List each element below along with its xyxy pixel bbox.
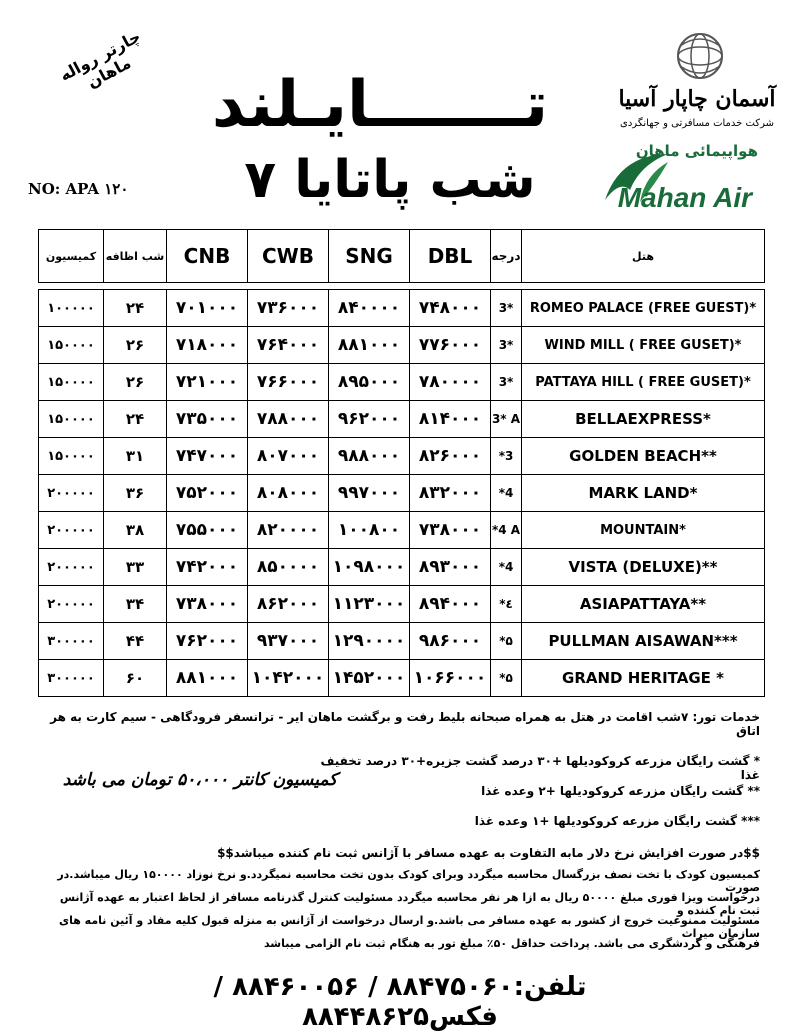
table-row <box>39 438 765 475</box>
extra-night-cell: ۳۳ <box>104 549 167 586</box>
sng-price: ۹۸۸۰۰۰ <box>329 438 410 475</box>
cnb-price: ۷۴۲۰۰۰ <box>167 549 248 586</box>
extra-night-cell: ۳۴ <box>104 586 167 623</box>
globe-icon <box>674 30 726 82</box>
dbl-price: ۸۱۴۰۰۰ <box>410 401 491 438</box>
header-extra-night: شب اظافه <box>104 230 167 283</box>
terms-line-1: کمیسیون کودک با تخت نصف بزرگسال محاسبه میگردد وبرای کودک بدون تخت محاسبه نمیگردد.و نرخ نوزاد ۱۵۰۰۰۰ ریال میباشد.در صورت <box>57 868 760 894</box>
dbl-price: ۸۳۲۰۰۰ <box>410 475 491 512</box>
extra-night-cell: ۲۶ <box>104 364 167 401</box>
commission-cell: ۱۰۰۰۰۰ <box>39 290 104 327</box>
commission-cell: ۱۵۰۰۰۰ <box>39 364 104 401</box>
header-dbl: DBL <box>410 230 491 283</box>
agency-name: آسمان چاپار آسیا <box>618 86 776 112</box>
hotel-name: MOUNTAIN* <box>522 512 765 549</box>
hotel-name: MARK LAND* <box>522 475 765 512</box>
table-row <box>39 549 765 586</box>
dbl-price: ۷۴۸۰۰۰ <box>410 290 491 327</box>
page-title: تـــــــایـلند <box>211 68 549 142</box>
table-row <box>39 586 765 623</box>
cwb-price: ۷۸۸۰۰۰ <box>248 401 329 438</box>
extra-night-cell: ۴۴ <box>104 623 167 660</box>
sng-price: ۱۰۹۸۰۰۰ <box>329 549 410 586</box>
cwb-price: ۸۶۲۰۰۰ <box>248 586 329 623</box>
sng-price: ۹۹۷۰۰۰ <box>329 475 410 512</box>
extra-night-cell: ۳۶ <box>104 475 167 512</box>
hotel-degree: *4 A <box>491 512 522 549</box>
table-row <box>39 660 765 697</box>
sng-price: ۸۸۱۰۰۰ <box>329 327 410 364</box>
hotel-name: PATTAYA HILL ( FREE GUSET)* <box>522 364 765 401</box>
cwb-price: ۷۶۶۰۰۰ <box>248 364 329 401</box>
table-row <box>39 623 765 660</box>
terms-line-4: فرهنگی و گردشگری می باشد. پرداخت حداقل ۵۰٪ مبلغ تور به هنگام ثبت نام الزامی میباشد <box>263 937 760 950</box>
spacer-cell <box>39 283 765 290</box>
hotel-degree: *4 <box>491 475 522 512</box>
cwb-price: ۹۳۷۰۰۰ <box>248 623 329 660</box>
charter-label: چارتر رواله ماهان <box>56 26 144 92</box>
terms-line-2: درخواست ویزا فوری مبلغ ۵۰۰۰۰ ریال به ازا هر نفر محاسبه میگردد مسئولیت کنترل گذرنامه مسافر از لحاظ اعتبار به عهده آژانس ثبت نام کننده و <box>59 891 760 917</box>
cnb-price: ۷۲۱۰۰۰ <box>167 364 248 401</box>
terms-line-3: مسئولیت ممنوعیت خروج از کشور به عهده مسافر می باشد.و ارسال درخواست از آژانس به منزله قبول کلیه مفاد و آئین نامه های سازمان میراث <box>58 914 760 940</box>
sng-price: ۱۲۹۰۰۰۰ <box>329 623 410 660</box>
hotel-name: VISTA (DELUXE)** <box>522 549 765 586</box>
table-row <box>39 290 765 327</box>
header-degree: درجه <box>491 230 522 283</box>
hotel-degree: *۵ <box>491 623 522 660</box>
hotel-name: GOLDEN BEACH** <box>522 438 765 475</box>
sng-price: ۱۰۰۸۰۰ <box>329 512 410 549</box>
extra-night-cell: ۳۸ <box>104 512 167 549</box>
hotel-name: ROMEO PALACE (FREE GUEST)* <box>522 290 765 327</box>
hotel-degree: 3* <box>491 364 522 401</box>
commission-cell: ۱۵۰۰۰۰ <box>39 438 104 475</box>
header-cnb: CNB <box>167 230 248 283</box>
hotel-degree: *4 <box>491 549 522 586</box>
extra-offer-1: * گشت رایگان مزرعه کروکودیلها +۳۰ درصد گشت جزیره+۳۰ درصد تخفیف غذا <box>320 754 760 782</box>
hotel-name: BELLAEXPRESS* <box>522 401 765 438</box>
page-subtitle: ۷ شب پاتایا <box>244 150 536 210</box>
extra-night-cell: ۳۱ <box>104 438 167 475</box>
extra-offer-3: *** گشت رایگان مزرعه کروکودیلها +۱ وعده غذا <box>474 814 760 828</box>
sng-price: ۹۶۲۰۰۰ <box>329 401 410 438</box>
dbl-price: ۸۹۴۰۰۰ <box>410 586 491 623</box>
cnb-price: ۷۵۲۰۰۰ <box>167 475 248 512</box>
hotel-degree: 3* <box>491 290 522 327</box>
hotel-degree: *٤ <box>491 586 522 623</box>
hotel-degree: 3* <box>491 327 522 364</box>
cnb-price: ۷۱۸۰۰۰ <box>167 327 248 364</box>
commission-cell: ۳۰۰۰۰۰ <box>39 623 104 660</box>
cwb-price: ۷۳۶۰۰۰ <box>248 290 329 327</box>
cwb-price: ۷۶۴۰۰۰ <box>248 327 329 364</box>
table-spacer <box>39 283 765 290</box>
dbl-price: ۸۲۶۰۰۰ <box>410 438 491 475</box>
table-row <box>39 401 765 438</box>
header-sng: SNG <box>329 230 410 283</box>
cwb-price: ۸۲۰۰۰۰ <box>248 512 329 549</box>
cnb-price: ۷۴۷۰۰۰ <box>167 438 248 475</box>
cwb-price: ۱۰۴۲۰۰۰ <box>248 660 329 697</box>
airline-logo <box>598 140 758 218</box>
cnb-price: ۷۳۸۰۰۰ <box>167 586 248 623</box>
hotel-degree: *3 <box>491 438 522 475</box>
commission-cell: ۲۰۰۰۰۰ <box>39 512 104 549</box>
header-commission: کمیسیون <box>39 230 104 283</box>
cwb-price: ۸۰۷۰۰۰ <box>248 438 329 475</box>
extra-offer-2: ** گشت رایگان مزرعه کروکودیلها +۲ وعده غذا <box>481 784 760 798</box>
commission-note: کمیسیون کانتر ۵۰،۰۰۰ تومان می باشد <box>62 770 338 790</box>
table-row <box>39 364 765 401</box>
cwb-price: ۸۵۰۰۰۰ <box>248 549 329 586</box>
airline-name-en: Mahan Air <box>617 182 752 213</box>
dollar-note: $$در صورت افزایش نرخ دلار مابه التفاوت به عهده مسافر با آژانس ثبت نام کننده میباشد$$ <box>217 846 760 860</box>
table-header-row <box>39 230 765 283</box>
commission-cell: ۳۰۰۰۰۰ <box>39 660 104 697</box>
cnb-price: ۷۵۵۰۰۰ <box>167 512 248 549</box>
extra-night-cell: ۲۴ <box>104 401 167 438</box>
airline-name-fa: هواپیمائی ماهان <box>635 142 758 160</box>
sng-price: ۸۹۵۰۰۰ <box>329 364 410 401</box>
cnb-price: ۷۰۱۰۰۰ <box>167 290 248 327</box>
hotel-name: ASIAPATTAYA** <box>522 586 765 623</box>
services-text: خدمات تور: ۷شب اقامت در هتل به همراه صبحانه بلیط رفت و برگشت ماهان ایر - ترانسفر فرودگاهی - سیم کارت به هر اتاق <box>50 710 760 738</box>
table-row <box>39 512 765 549</box>
tour-number: NO: APA ۱۲۰ <box>28 180 129 198</box>
cnb-price: ۷۶۲۰۰۰ <box>167 623 248 660</box>
sng-price: ۸۴۰۰۰۰ <box>329 290 410 327</box>
agency-subtitle: شرکت خدمات مسافرتی و جهانگردی <box>620 118 774 129</box>
table-body <box>39 290 765 697</box>
dbl-price: ۸۹۳۰۰۰ <box>410 549 491 586</box>
hotel-degree: 3* A <box>491 401 522 438</box>
extra-night-cell: ۲۶ <box>104 327 167 364</box>
extra-night-cell: ۶۰ <box>104 660 167 697</box>
hotel-name: PULLMAN AISAWAN*** <box>522 623 765 660</box>
header-hotel: هتل <box>522 230 765 283</box>
sng-price: ۱۴۵۲۰۰۰ <box>329 660 410 697</box>
dbl-price: ۷۸۰۰۰۰ <box>410 364 491 401</box>
hotel-name: GRAND HERITAGE * <box>522 660 765 697</box>
price-table <box>38 229 765 697</box>
commission-cell: ۱۵۰۰۰۰ <box>39 401 104 438</box>
dbl-price: ۷۷۶۰۰۰ <box>410 327 491 364</box>
contact-info: تلفن:۸۸۴۷۵۰۶۰ / ۸۸۴۶۰۰۵۶ /فکس۸۸۴۴۸۶۲۵ <box>213 972 587 1032</box>
commission-cell: ۲۰۰۰۰۰ <box>39 586 104 623</box>
commission-cell: ۱۵۰۰۰۰ <box>39 327 104 364</box>
extra-night-cell: ۲۴ <box>104 290 167 327</box>
dbl-price: ۹۸۶۰۰۰ <box>410 623 491 660</box>
table-row <box>39 327 765 364</box>
table-row <box>39 475 765 512</box>
dbl-price: ۷۳۸۰۰۰ <box>410 512 491 549</box>
hotel-name: WIND MILL ( FREE GUSET)* <box>522 327 765 364</box>
agency-logo <box>612 30 782 135</box>
commission-cell: ۲۰۰۰۰۰ <box>39 475 104 512</box>
cnb-price: ۷۳۵۰۰۰ <box>167 401 248 438</box>
cwb-price: ۸۰۸۰۰۰ <box>248 475 329 512</box>
header-cwb: CWB <box>248 230 329 283</box>
sng-price: ۱۱۲۳۰۰۰ <box>329 586 410 623</box>
cnb-price: ۸۸۱۰۰۰ <box>167 660 248 697</box>
hotel-degree: *۵ <box>491 660 522 697</box>
dbl-price: ۱۰۶۶۰۰۰ <box>410 660 491 697</box>
commission-cell: ۲۰۰۰۰۰ <box>39 549 104 586</box>
